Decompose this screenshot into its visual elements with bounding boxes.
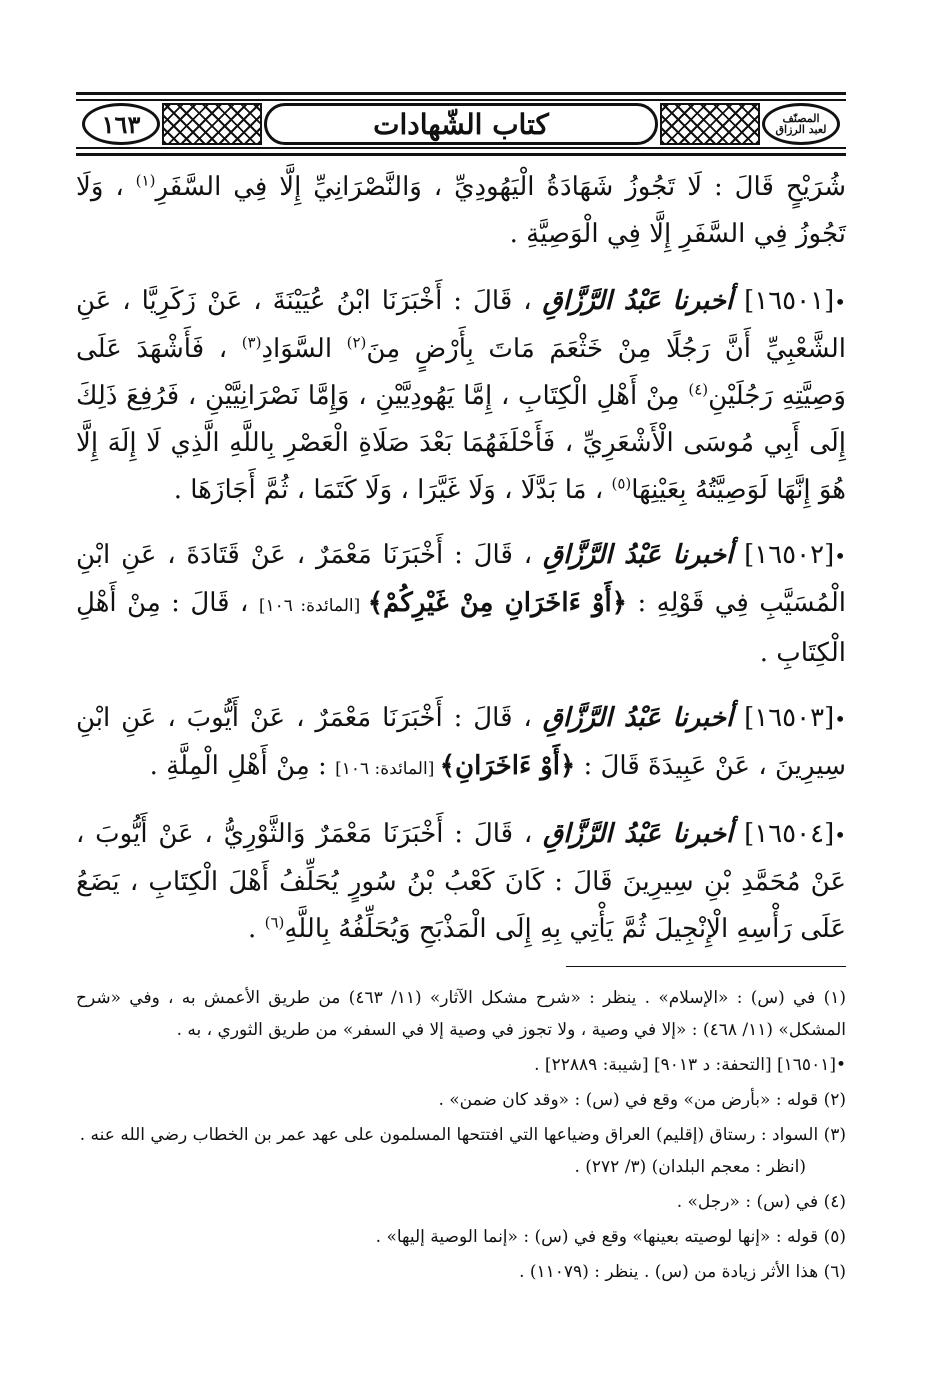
paragraph-text: : مِنْ أَهْلِ الْمِلَّةِ . [149, 751, 336, 781]
hadith-16504 [76, 811, 846, 953]
bullet-icon: • [834, 290, 847, 314]
footnote-ref[interactable]: (٥) [611, 474, 632, 493]
paragraph-continuation [76, 164, 846, 258]
footnote-3: (٣) السواد : رستاق (إقليم) العراق وضياعها التي افتتحها المسلمون على عهد عمر بن الخطاب رضي الله عنه . [79, 1125, 846, 1145]
quran-quote: ﴿أَوْ ءَاخَرَانِ مِنْ غَيْرِكُمْ﴾ [367, 588, 628, 618]
footnote-separator [566, 966, 846, 967]
hadith-source: أخبرنا عَبْدُ الرَّزَّاقِ [542, 540, 734, 570]
paragraph-text: ، قَالَ : أَخْبَرَنَا ابْنُ عُيَيْنَةَ ، عَنْ زَكَرِيَّا ، عَنِ الشَّعْبِيِّ أَنَّ رَجُلًا مِنْ خَثْعَمَ مَاتَ بِأَرْضٍ مِنَ [76, 286, 846, 364]
chapter-title: كتاب الشّهادات [373, 107, 549, 141]
hadith-source: أخبرنا عَبْدُ الرَّزَّاقِ [543, 819, 734, 849]
book-logo-line1: المصنّف [782, 112, 820, 125]
footnote-ref[interactable]: (٣) [241, 333, 262, 352]
quran-reference: [المائدة: ١٠٦] [258, 596, 368, 616]
header-rule-top [76, 99, 846, 101]
page-number: ١٦٣ [101, 109, 141, 139]
hadith-source: أخبرنا عَبْدُ الرَّزَّاقِ [542, 703, 734, 733]
footnotes [76, 982, 846, 1291]
header-rule-bottom [76, 147, 846, 149]
footnote-4: (٤) في (س) : «رجل» . [676, 1192, 846, 1212]
hadith-number: [١٦٥٠٤] [744, 819, 835, 849]
bullet-icon: • [834, 707, 847, 731]
paragraph-text: ، فَأَشْهَدَ عَلَى وَصِيَّتِهِ رَجُلَيْنِ [76, 334, 846, 411]
paragraph-text: ، قَالَ : أَخْبَرَنَا مَعْمَرٌ وَالثَّوْرِيُّ ، عَنْ أَيُّوبَ ، عَنْ مُحَمَّدِ بْنِ سِيرِينَ قَالَ : كَانَ كَعْبُ بْنُ سُورٍ يُحَلِّفُ أَهْلَ الْكِتَابِ ، يَضَعُ عَلَى رَأْسِهِ الْإِنْجِيلَ ثُمَّ يَأْتِي بِهِ إِلَى الْمَذْبَحِ وَيُحَلِّفُهُ بِاللَّهِ [76, 819, 846, 944]
footnote-1: (١) في (س) : «الإسلام» . ينظر : «شرح مشكل الآثار» (١١/ ٤٦٣) من طريق الأعمش به ، وفي «شرح المشكل» (١١/ ٤٦٨) : «إلا في وصية ، ولا تجوز في وصية إلا في السفر» من طريق الثوري ، به . [76, 988, 846, 1040]
main-text [76, 164, 846, 971]
ornament-right [660, 103, 760, 145]
paragraph-text: ، مَا بَدَّلَا ، وَلَا غَيَّرَا ، وَلَا كَتَمَا ، ثُمَّ أَجَازَهَا . [173, 475, 612, 505]
bullet-icon: • [834, 544, 847, 568]
paragraph-text: . [248, 914, 265, 944]
paragraph-text: شُرَيْحٍ قَالَ : لَا تَجُوزُ شَهَادَةُ الْيَهُودِيِّ ، وَالنَّصْرَانِيِّ إِلَّا فِي السَّفَرِ [155, 172, 846, 202]
chapter-title-cartouche [264, 103, 658, 145]
hadith-16503 [76, 695, 846, 793]
paragraph-text: السَّوَادِ [261, 334, 347, 364]
ornament-left [162, 103, 262, 145]
quran-quote: ﴿أَوْ ءَاخَرَانِ﴾ [439, 751, 576, 781]
bullet-icon: • [834, 823, 847, 847]
page-number-badge [82, 103, 160, 145]
footnote-ref[interactable]: (١) [135, 171, 156, 190]
page-header [76, 92, 846, 156]
hadith-number: [١٦٥٠٢] [744, 540, 835, 570]
footnote-2: (٢) قوله : «بأرض من» وقع في (س) : «وقد كان ضمن» . [438, 1090, 846, 1110]
footnote-ref[interactable]: (٢) [346, 333, 367, 352]
footnote-ref[interactable]: (٦) [264, 913, 285, 932]
footnote-3-continuation: (انظر : معجم البلدان) (٣/ ٢٧٢) . [574, 1157, 806, 1177]
book-logo-line2: لعبد الرزاق [775, 123, 827, 136]
paragraph-text: ، قَالَ : أَخْبَرَنَا مَعْمَرٌ ، عَنْ أَيُّوبَ ، عَنِ ابْنِ سِيرِينَ ، عَنْ عَبِيدَةَ قَالَ : [76, 703, 846, 781]
quran-reference: [المائدة: ١٠٦] [335, 759, 440, 779]
hadith-number: [١٦٥٠١] [744, 286, 835, 316]
footnote-6: (٦) هذا الأثر زيادة من (س) . ينظر : (١١٠٧٩) . [519, 1262, 846, 1282]
book-logo [762, 103, 840, 145]
footnote-takhrij: •[١٦٥٠١] [التحفة: د ٩٠١٣] [شيبة: ٢٢٨٨٩] . [534, 1055, 846, 1075]
footnote-ref[interactable]: (٤) [688, 380, 709, 399]
hadith-16501 [76, 278, 846, 514]
footnote-5: (٥) قوله : «إنها لوصيته بعينها» وقع في (س) : «إنما الوصية إليها» . [375, 1227, 846, 1247]
paragraph-text: ، وَلَا تَجُوزُ فِي السَّفَرِ إِلَّا فِي الْوَصِيَّةِ . [76, 172, 846, 249]
hadith-source: أخبرنا عَبْدُ الرَّزَّاقِ [542, 286, 734, 316]
paragraph-text: ، قَالَ : مِنْ أَهْلِ الْكِتَابِ . [76, 588, 846, 668]
hadith-number: [١٦٥٠٣] [744, 703, 835, 733]
hadith-16502 [76, 532, 846, 677]
paragraph-text: مِنْ أَهْلِ الْكِتَابِ ، إِمَّا يَهُودِيَّيْنِ ، وَإِمَّا نَصْرَانِيَّيْنِ ، فَرُفِعَ ذَلِكَ إِلَى أَبِي مُوسَى الْأَشْعَرِيِّ ، فَأَحْلَفَهُمَا بَعْدَ صَلَاةِ الْعَصْرِ بِاللَّهِ الَّذِي لَا إِلَهَ إِلَّا هُوَ إِنَّهَا لَوَصِيَّتُهُ بِعَيْنِهَا [76, 381, 846, 505]
paragraph-text: ، قَالَ : أَخْبَرَنَا مَعْمَرٌ ، عَنْ قَتَادَةَ ، عَنِ ابْنِ الْمُسَيَّبِ فِي قَوْلِهِ : [76, 540, 847, 618]
